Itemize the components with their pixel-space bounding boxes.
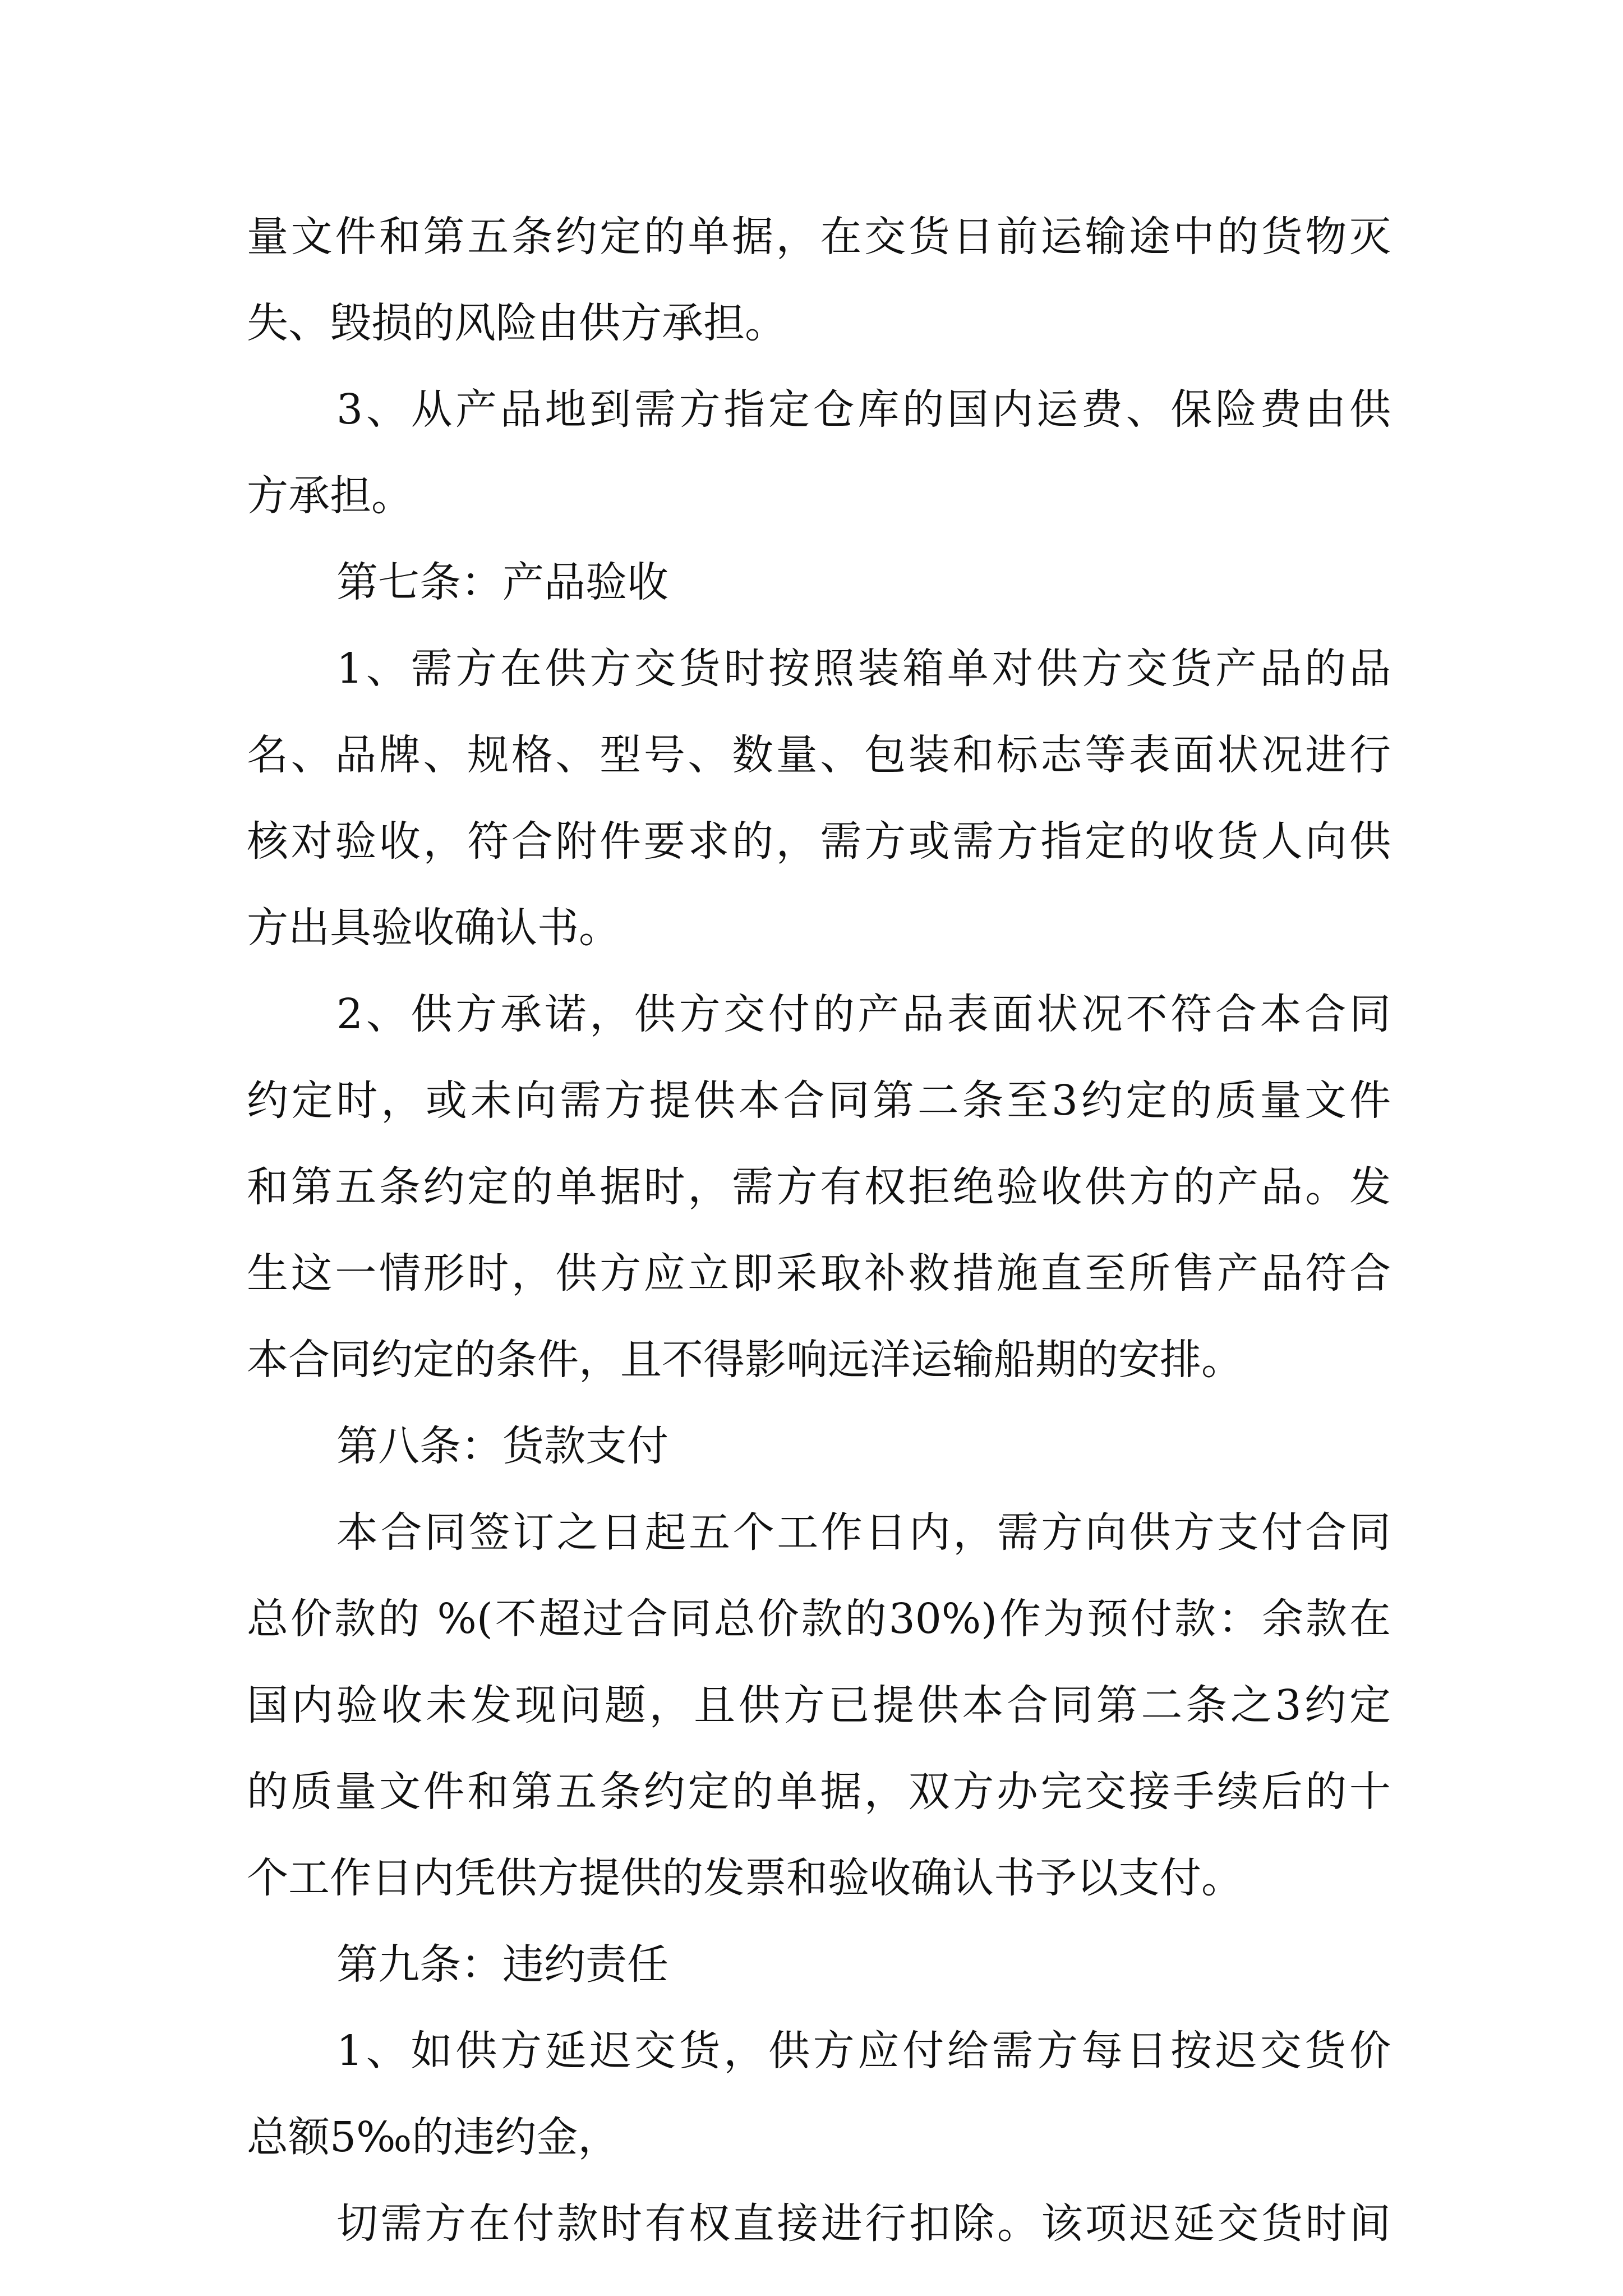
text-line: 约定时，或未向需方提供本合同第二条至3约定的质量文件 <box>247 1076 1391 1125</box>
text-line: 1、如供方延迟交货，供方应付给需方每日按迟交货价 <box>336 2027 1391 2075</box>
text-line: 总价款的 %(不超过合同总价款的30%)作为预付款：余款在 <box>247 1595 1391 1643</box>
text-line: 国内验收未发现问题，且供方已提供本合同第二条之3约定 <box>247 1681 1391 1729</box>
section-heading: 第八条：货款支付 <box>336 1422 668 1470</box>
text-line: 失、毁损的风险由供方承担。 <box>247 299 786 347</box>
text-line: 个工作日内凭供方提供的发票和验收确认书予以支付。 <box>247 1854 1243 1902</box>
text-line: 1、需方在供方交货时按照装箱单对供方交货产品的品 <box>336 645 1391 693</box>
text-line: 和第五条约定的单据时，需方有权拒绝验收供方的产品。发 <box>247 1163 1391 1211</box>
text-line: 方承担。 <box>247 472 413 520</box>
text-line: 本合同签订之日起五个工作日内，需方向供方支付合同 <box>336 1508 1391 1557</box>
text-line: 的质量文件和第五条约定的单据，双方办完交接手续后的十 <box>247 1768 1391 1816</box>
section-heading: 第七条：产品验收 <box>336 558 668 606</box>
text-line: 方出具验收确认书。 <box>247 904 620 952</box>
text-line: 量文件和第五条约定的单据，在交货日前运输途中的货物灭 <box>247 213 1391 261</box>
text-line: 名、品牌、规格、型号、数量、包装和标志等表面状况进行 <box>247 731 1391 779</box>
text-line: 总额5‰的违约金， <box>247 2113 620 2161</box>
document-body <box>247 194 1391 2267</box>
text-line: 2、供方承诺，供方交付的产品表面状况不符合本合同 <box>336 990 1391 1038</box>
text-line: 核对验收，符合附件要求的，需方或需方指定的收货人向供 <box>247 817 1391 866</box>
text-line: 切需方在付款时有权直接进行扣除。该项迟延交货时间 <box>336 2200 1391 2248</box>
text-line: 生这一情形时，供方应立即采取补救措施直至所售产品符合 <box>247 1249 1391 1297</box>
text-line: 本合同约定的条件，且不得影响远洋运输船期的安排。 <box>247 1336 1243 1384</box>
text-line: 3、从产品地到需方指定仓库的国内运费、保险费由供 <box>336 385 1391 434</box>
section-heading: 第九条：违约责任 <box>336 1940 668 1989</box>
